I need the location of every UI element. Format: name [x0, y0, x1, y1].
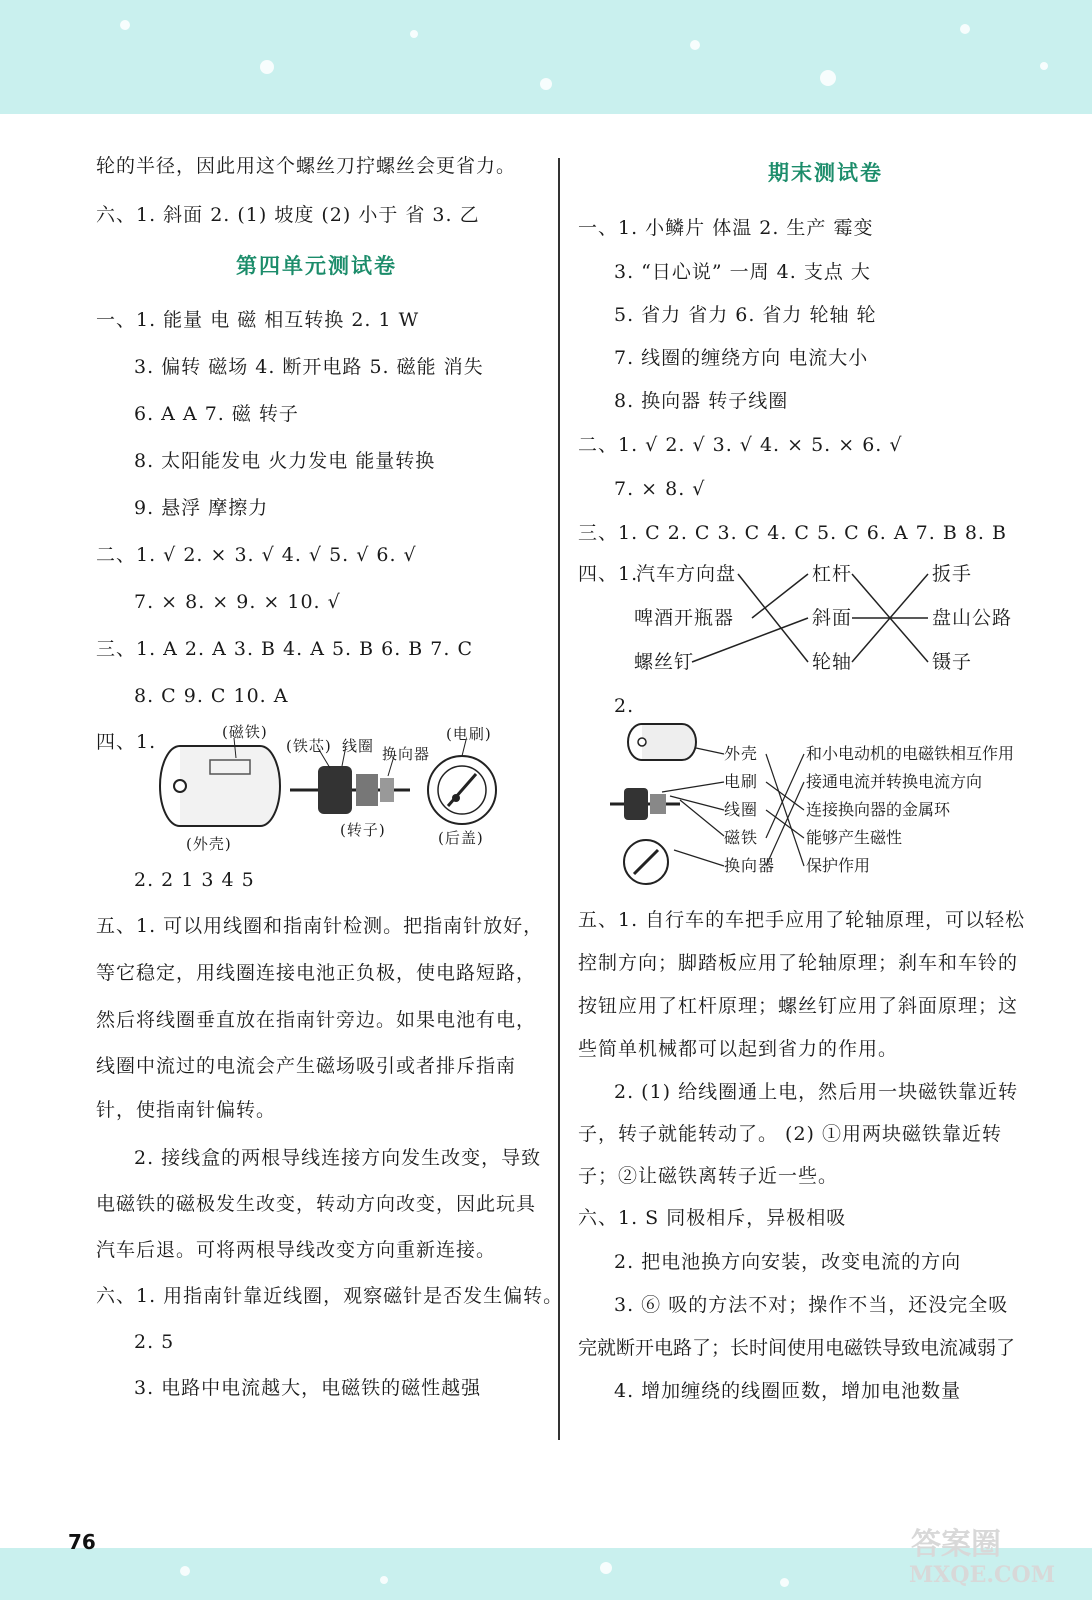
- answer-line: 4. 增加缠绕的线圈匝数，增加电池数量: [614, 1380, 962, 1402]
- answer-line: 3. “日心说” 一周 4. 支点 大: [614, 261, 871, 283]
- decor-dot: [260, 60, 274, 74]
- function-label: 和小电动机的电磁铁相互作用: [806, 744, 1015, 763]
- function-label: 连接换向器的金属环: [806, 800, 951, 819]
- answer-line: 7. × 8. √: [614, 478, 706, 500]
- function-label: 保护作用: [806, 856, 871, 875]
- answer-line: 四、1.: [578, 563, 639, 585]
- answer-line: 按钮应用了杠杆原理；螺丝钉应用了斜面原理；这: [578, 995, 1019, 1017]
- answer-line: 些简单机械都可以起到省力的作用。: [578, 1038, 899, 1060]
- match-left-item: 汽车方向盘: [636, 563, 737, 585]
- diagram-label-commutator: 换向器: [382, 745, 431, 763]
- answer-line: 完就断开电路了；长时间使用电磁铁导致电流减弱了: [578, 1337, 1016, 1359]
- matching-lines-1: [560, 550, 1080, 680]
- match-left-item: 啤酒开瓶器: [634, 607, 735, 629]
- diagram-label-core: (铁芯): [286, 737, 332, 755]
- decor-dot: [600, 1562, 612, 1574]
- answer-line: 三、1. C 2. C 3. C 4. C 5. C 6. A 7. B 8. B: [578, 522, 1007, 544]
- header-band: [0, 0, 1092, 114]
- match-right-item: 镊子: [932, 651, 973, 673]
- answer-line: 3. 电路中电流越大，电磁铁的磁性越强: [134, 1377, 482, 1399]
- section-heading-unit4: 第四单元测试卷: [236, 253, 397, 278]
- match-mid-item: 杠杆: [812, 563, 853, 585]
- answer-line: 四、1.: [96, 731, 157, 753]
- answer-line: 一、1. 能量 电 磁 相互转换 2. 1 W: [96, 309, 420, 331]
- answer-line: 六、1. 用指南针靠近线圈，观察磁针是否发生偏转。: [96, 1285, 564, 1307]
- match-left-item: 螺丝钉: [634, 651, 695, 673]
- rotor-drawing: [290, 766, 410, 814]
- matching-lines-2: [660, 730, 810, 880]
- answer-line: 8. 换向器 转子线圈: [614, 390, 789, 412]
- part-label: 磁铁: [724, 828, 759, 847]
- answer-line: 2. 2 1 3 4 5: [134, 869, 255, 891]
- section-heading-final: 期末测试卷: [768, 160, 883, 185]
- decor-dot: [540, 78, 552, 90]
- decor-dot: [410, 30, 418, 38]
- part-label: 线圈: [724, 800, 759, 819]
- function-label: 能够产生磁性: [806, 828, 903, 847]
- answer-line: 7. × 8. × 9. × 10. √: [134, 591, 341, 613]
- answer-line: 三、1. A 2. A 3. B 4. A 5. B 6. B 7. C: [96, 638, 473, 660]
- watermark-logo: [905, 1520, 1075, 1590]
- answer-line: 电磁铁的磁极发生改变，转动方向改变，因此玩具: [96, 1193, 537, 1215]
- shell-drawing: [160, 746, 280, 826]
- decor-dot: [690, 40, 700, 50]
- answer-line: 子；②让磁铁离转子近一些。: [578, 1165, 839, 1187]
- part-label: 电刷: [724, 772, 759, 791]
- answer-line: 线圈中流过的电流会产生磁场吸引或者排斥指南: [96, 1055, 517, 1077]
- decor-dot: [180, 1566, 190, 1576]
- part-label: 换向器: [724, 856, 776, 875]
- diagram-label-brush: (电刷): [446, 725, 492, 743]
- column-divider: [558, 158, 560, 1440]
- answer-line: 针，使指南针偏转。: [96, 1099, 277, 1121]
- answer-line: 五、1. 可以用线圈和指南针检测。把指南针放好，: [96, 915, 544, 937]
- diagram-label-shell: (外壳): [186, 835, 232, 853]
- match-mid-item: 斜面: [812, 607, 853, 629]
- answer-line: 2.: [614, 695, 635, 717]
- decor-dot: [780, 1578, 789, 1587]
- answer-line: 2. 5: [134, 1331, 175, 1353]
- answer-line: 8. C 9. C 10. A: [134, 685, 289, 707]
- answer-line: 7. 线圈的缠绕方向 电流大小: [614, 347, 869, 369]
- answer-line: 3. 偏转 磁场 4. 断开电路 5. 磁能 消失: [134, 356, 484, 378]
- decor-dot: [820, 70, 836, 86]
- answer-line: 六、1. 斜面 2. (1) 坡度 (2) 小于 省 3. 乙: [96, 204, 480, 226]
- answer-line: 然后将线圈垂直放在指南针旁边。如果电池有电，: [96, 1009, 537, 1031]
- diagram-label-coil: 线圈: [342, 737, 375, 755]
- answer-line: 8. 太阳能发电 火力发电 能量转换: [134, 450, 436, 472]
- match-right-item: 盘山公路: [932, 607, 1013, 629]
- watermark-text: MXQE.COM: [909, 1562, 1056, 1588]
- diagram-label-rotor: (转子): [340, 821, 386, 839]
- answer-line: 6. A A 7. 磁 转子: [134, 403, 299, 425]
- answer-line: 2. (1) 给线圈通上电，然后用一块磁铁靠近转: [614, 1081, 1019, 1103]
- answer-line: 2. 把电池换方向安装，改变电流的方向: [614, 1251, 962, 1273]
- decor-dot: [960, 24, 970, 34]
- answer-line: 五、1. 自行车的车把手应用了轮轴原理，可以轻松: [578, 909, 1026, 931]
- answer-line: 9. 悬浮 摩擦力: [134, 497, 269, 519]
- answer-line: 等它稳定，用线圈连接电池正负极，使电路短路，: [96, 962, 537, 984]
- match-right-item: 扳手: [932, 563, 973, 585]
- decor-dot: [380, 1576, 388, 1584]
- diagram-label-cover: (后盖): [438, 829, 484, 847]
- part-label: 外壳: [724, 744, 759, 763]
- answer-line: 3. ⑥ 吸的方法不对；操作不当，还没完全吸: [614, 1294, 1009, 1316]
- answer-line: 5. 省力 省力 6. 省力 轮轴 轮: [614, 304, 877, 326]
- answer-line: 子，转子就能转动了。 (2) ①用两块磁铁靠近转: [578, 1123, 1002, 1145]
- decor-dot: [120, 20, 130, 30]
- answer-line: 二、1. √ 2. √ 3. √ 4. × 5. × 6. √: [578, 434, 903, 456]
- function-label: 接通电流并转换电流方向: [806, 772, 983, 791]
- page-number: 76: [68, 1530, 96, 1554]
- answer-line: 2. 接线盒的两根导线连接方向发生改变，导致: [134, 1147, 542, 1169]
- answer-line: 轮的半径，因此用这个螺丝刀拧螺丝会更省力。: [96, 155, 517, 177]
- decor-dot: [1040, 62, 1048, 70]
- answer-line: 二、1. √ 2. × 3. √ 4. √ 5. √ 6. √: [96, 544, 417, 566]
- answer-line: 一、1. 小鳞片 体温 2. 生产 霉变: [578, 217, 874, 239]
- answer-line: 控制方向；脚踏板应用了轮轴原理；刹车和车铃的: [578, 952, 1019, 974]
- cover-drawing: [428, 756, 496, 824]
- diagram-label-magnet: (磁铁): [222, 723, 268, 741]
- match-mid-item: 轮轴: [812, 651, 853, 673]
- watermark-cn: 答案圈: [911, 1527, 1001, 1562]
- answer-line: 汽车后退。可将两根导线改变方向重新连接。: [96, 1239, 497, 1261]
- answer-line: 六、1. S 同极相斥，异极相吸: [578, 1207, 847, 1229]
